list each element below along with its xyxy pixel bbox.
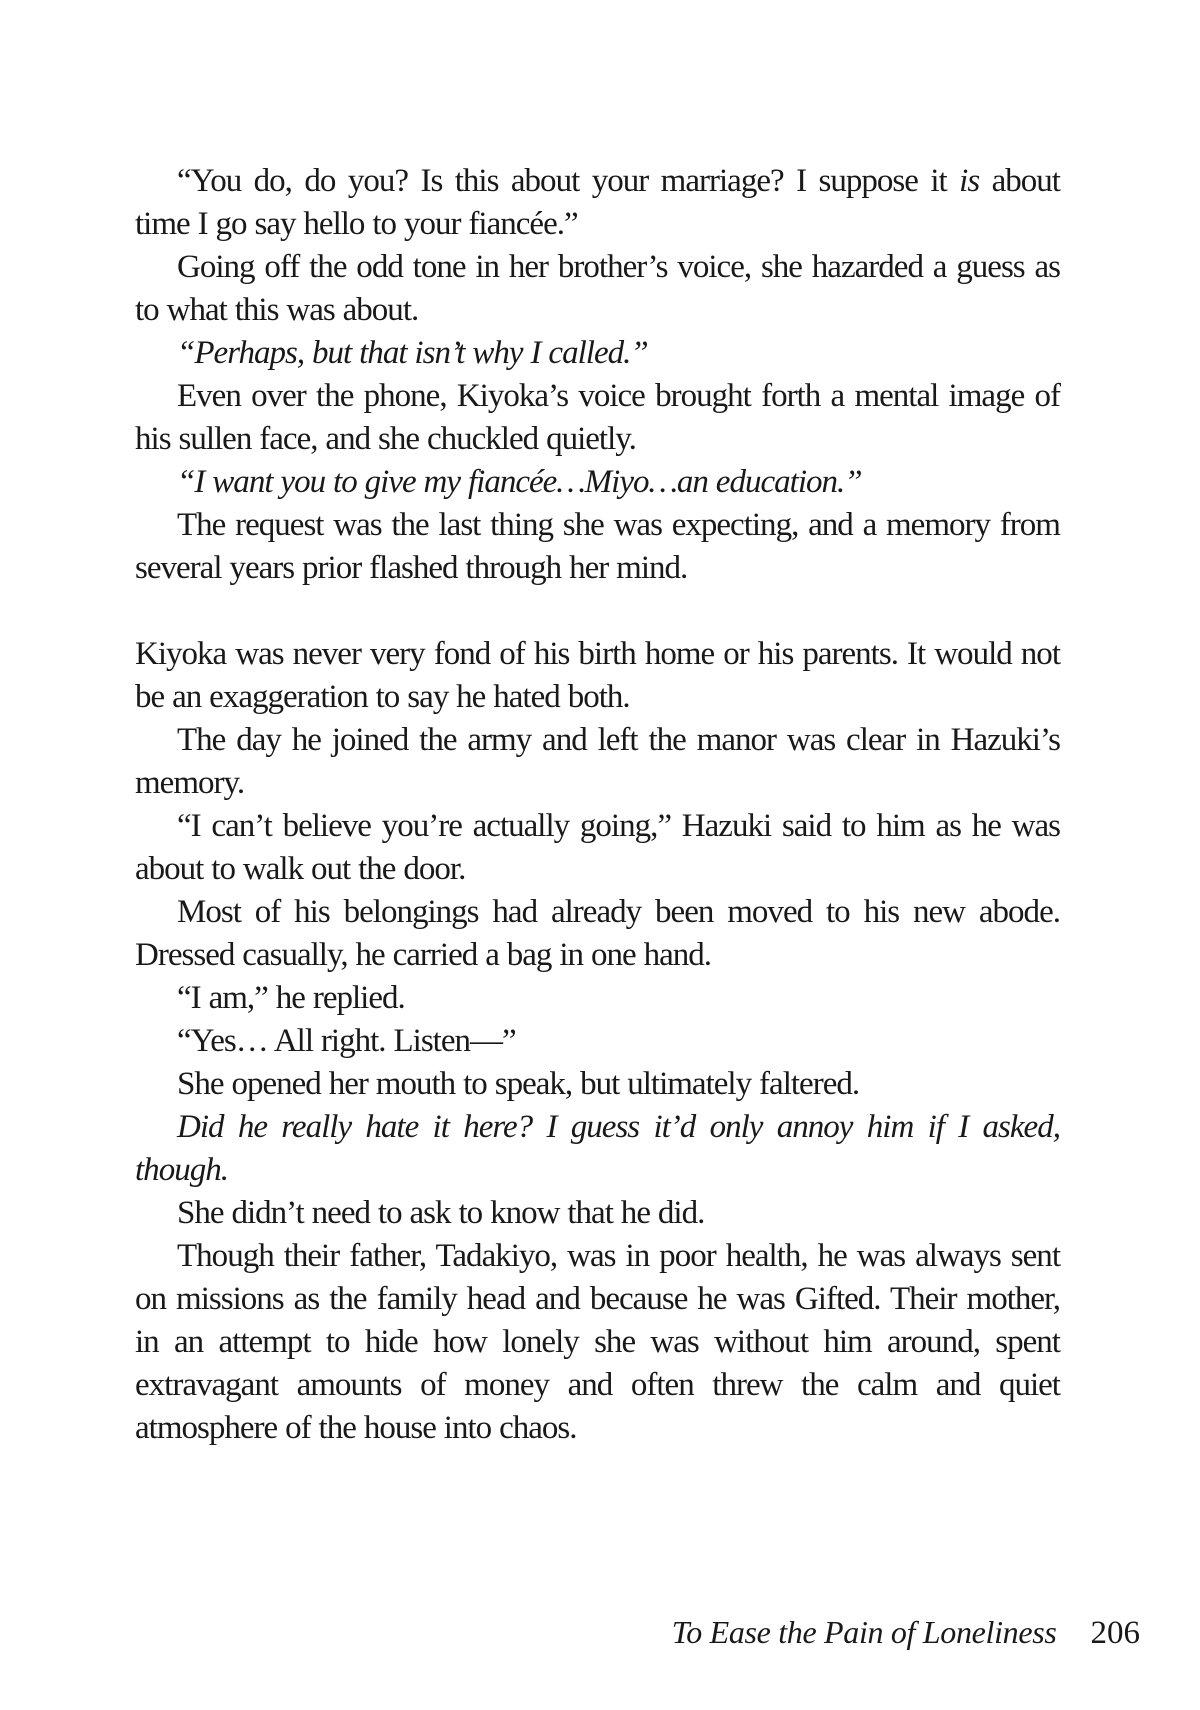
text-run: Kiyoka was never very fond of his birth home or his parents. It would not be an exaggeration to say he hated both. [135,636,1060,715]
paragraph [135,805,1060,891]
paragraph [135,246,1060,332]
page-text-block [135,160,1060,1450]
text-run: “I am,” he replied. [177,980,405,1016]
text-run: about time I go say hello to your fiancée.” [135,163,1060,242]
text-run: “I can’t believe you’re actually going,” Hazuki said to him as he was about to walk out the door. [135,808,1060,887]
page-number: 206 [1090,1615,1140,1651]
paragraph [135,977,1060,1020]
text-run: “You do, do you? Is this about your marriage? I suppose it [177,163,960,199]
paragraph [135,1020,1060,1063]
paragraph [135,375,1060,461]
italic-text-run: is [959,163,980,199]
text-run: Going off the odd tone in her brother’s voice, she hazarded a guess as to what this was about. [135,249,1060,328]
paragraph [135,1192,1060,1235]
text-run: Even over the phone, Kiyoka’s voice brought forth a mental image of his sullen face, and she chuckled quietly. [135,378,1060,457]
paragraph [135,1235,1060,1450]
paragraph [135,891,1060,977]
italic-text-run: Did he really hate it here? I guess it’d only annoy him if I asked, though. [135,1109,1060,1188]
paragraph [135,504,1060,590]
text-run: The request was the last thing she was expecting, and a memory from several years prior flashed through her mind. [135,507,1060,586]
page-footer [135,1612,1140,1653]
paragraph [135,633,1060,719]
paragraph [135,461,1060,504]
running-title: To Ease the Pain of Loneliness [671,1614,1057,1650]
text-run: The day he joined the army and left the manor was clear in Hazuki’s memory. [135,722,1060,801]
text-run: “Yes… All right. Listen—” [177,1023,516,1059]
paragraph [135,719,1060,805]
paragraph [135,332,1060,375]
text-run: Though their father, Tadakiyo, was in poor health, he was always sent on missions as the family head and because he was Gifted. Their mother, in an attempt to hide how lonely she was without him around, spent extravagant amounts of money and often threw the calm and quiet atmosphere of the house into chaos. [135,1238,1060,1446]
paragraph [135,160,1060,246]
paragraph [135,1106,1060,1192]
paragraph [135,1063,1060,1106]
text-run: Most of his belongings had already been moved to his new abode. Dressed casually, he carried a bag in one hand. [135,894,1060,973]
text-run: She didn’t need to ask to know that he did. [177,1195,705,1231]
italic-text-run: “Perhaps, but that isn’t why I called.” [177,335,648,371]
text-run: She opened her mouth to speak, but ultimately faltered. [177,1066,860,1102]
italic-text-run: “I want you to give my fiancée…Miyo…an education.” [177,464,862,500]
